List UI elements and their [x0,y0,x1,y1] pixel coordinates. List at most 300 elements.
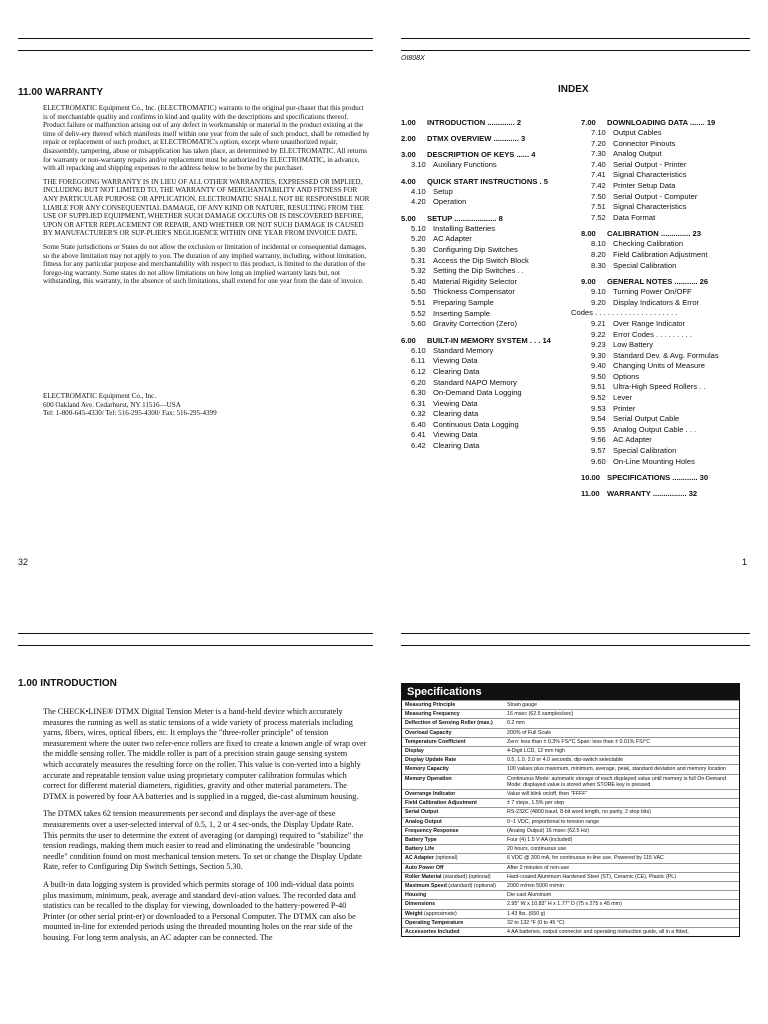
index-subsection [581,160,751,171]
index-subsection-title: Signal Characteristics [613,170,687,180]
spec-label-qualifier: (optional) [435,855,458,862]
index-subsection-title: Connector Pinouts [613,138,676,148]
spec-row [402,808,739,817]
index-subsection-title: Thickness Compensator [433,287,515,297]
index-left-section [401,118,573,128]
index-subsection-number: 6.31 [411,398,426,408]
index-subsection-number: 9.54 [591,414,606,424]
spec-label [402,900,504,909]
page-number-right: 1 [742,557,748,567]
index-subsection-title: Over Range Indicator [613,318,686,328]
spec-label [402,808,504,817]
index-subsection [401,356,573,367]
spec-row [402,747,739,756]
warranty-heading: 11.00 WARRANTY [18,87,104,98]
index-subsection-number: 6.12 [411,366,426,376]
spec-label-text: Operating Temperature [405,919,464,926]
top-right-rule-1 [401,38,750,39]
index-subsection-number: 4.10 [411,186,426,196]
index-section-heading [581,489,751,499]
bottom-left-rule-1 [18,633,373,634]
spec-row [402,765,739,774]
spec-label [402,799,504,808]
index-subsection-number: 8.10 [591,239,606,249]
index-subsection-number: 7.30 [591,149,606,159]
spec-label-text: Roller Material [405,873,442,880]
index-subsection-title: Options [613,371,640,381]
specifications-table [401,683,740,937]
index-subsection-number: 8.30 [591,260,606,270]
index-subsection-number: 9.10 [591,287,606,297]
index-subsection-title: Turning Power On/OFF [613,287,692,297]
index-subsection-number: 7.41 [591,170,606,180]
index-subsection [401,388,573,399]
index-section-heading [401,118,573,128]
spec-label-text: Auto Power Off [405,864,444,871]
address-line-1: ELECTROMATIC Equipment Co., Inc. [43,392,157,400]
index-subsection-number: 7.40 [591,159,606,169]
spec-label [402,719,504,728]
index-subsection [401,256,573,267]
index-subsection-number: 9.22 [591,329,606,339]
bottom-right-rule-2 [401,645,750,646]
index-subsection-number: 9.20 [591,297,606,307]
spec-value: 0~1 VDC, proportional to tension range [504,817,739,826]
spec-label [402,928,504,937]
spec-value: 0.2 mm [504,719,739,728]
spec-label-text: Measuring Principle [405,702,456,708]
spec-label [402,891,504,900]
index-subsection [401,245,573,256]
index-section-title: DTMX OVERVIEW ............ 3 [427,134,526,143]
spec-row [402,799,739,808]
index-subsection-number: 5.50 [411,287,426,297]
top-right-rule-2 [401,50,750,51]
index-subsection-title: Ultra-High Speed Rollers . . [613,382,706,392]
index-section-heading [401,336,573,346]
index-subsection-number: 7.10 [591,128,606,137]
spec-label-text: Display Update Rate [405,757,457,764]
spec-label [402,747,504,756]
page-number-left: 32 [18,557,29,567]
index-subsection-title: Analog Output [613,149,662,159]
index-section-heading [581,229,751,239]
spec-row [402,891,739,900]
index-subsection-number: 7.52 [591,212,606,222]
index-subsection-title: Inserting Sample [433,308,490,318]
index-section-heading [401,214,573,224]
index-section-heading [581,473,751,483]
spec-label-text: AC Adapter [405,855,434,862]
index-subsection-number: 5.20 [411,234,426,244]
index-section-heading [581,118,751,128]
index-subsection-number: 9.55 [591,424,606,434]
index-subsection [581,250,751,261]
index-subsection-title: Clearing Data [433,366,480,376]
spec-value: After 2 minutes of non-use [504,863,739,872]
intro-paragraph-1: The CHECK•LINE® DTMX Digital Tension Meter is a hand-held device which accurately measures the running as well as static tensions of a wide variety of process materials including yarns, fibers, wires, optical fibers, etc. It employs the "three-roller principle" of tension measurement where the outer two refer-ence rollers are fixed to create a known angle of wrap over the middle sensing roller. The middle roller is part of a precision strain gauge sensing system which accurately measures the resulting force on the roller. This value is con-verted into a highly accurate and repeatable tension value using proprietary computer calibration formulas which correct for different material diameters, rigidities, gravity and other material parameters. The DTMX is powered by four AA batteries and is supplied in a rugged, die-cast aluminum housing. [43,707,367,801]
index-subsection-number: 7.50 [591,191,606,201]
intro-paragraph-3: A built-in data logging system is provided which permits storage of 100 indi-vidual data points plus maximum, minimum, peak, average and standard devi-ation values. The recorded data and statistics can be recalled to the display for viewing, downloaded to the battery-powered P-40 Printer (or other serial print-er) or downloaded to a Personal Computer. The DTMX can also be mounted in-line for extended periods using the threaded mounting holes on the rear side of the housing. For long term analysis, an AC adapter can be connected. The [43,879,356,942]
index-subsection [581,213,751,224]
index-left-section [401,134,573,144]
index-subsection-number: 9.30 [591,350,606,360]
spec-label-text: Overrange Indicator [405,791,456,798]
index-subsection [401,197,573,208]
warranty-body [43,104,370,291]
spec-label [402,817,504,826]
index-section-title: INTRODUCTION ............. 2 [427,118,522,127]
index-subsection-number: 5.32 [411,266,426,276]
spec-value: 6 VDC @ 300 mA, for continuous in-line use. Powered by 115 VAC [504,854,739,863]
spec-label [402,863,504,872]
index-subsection [581,446,751,457]
index-subsection-number: 9.50 [591,371,606,381]
spec-row [402,872,739,881]
index-subsection-number: 9.52 [591,393,606,403]
index-section-heading [401,150,573,160]
index-subsection-title: Installing Batteries [433,223,496,233]
index-section-heading [401,177,573,187]
index-subsection-title: Special Calibration [613,446,677,456]
index-subsection-title: Continuous Data Logging [433,419,519,429]
spec-label-text: Battery Life [405,846,435,853]
spec-label-text: Analog Output [405,818,442,825]
spec-row [402,863,739,872]
spec-label [402,854,504,863]
spec-row [402,845,739,854]
spec-value: RS-232C (4800 baud, 8-bit word length, no parity, 2 stop bits) [504,808,739,817]
index-section-number: 8.00 [581,229,596,239]
index-subsection-number: 9.51 [591,382,606,392]
index-right-column [571,118,751,499]
index-subsection-number: 9.40 [591,361,606,371]
index-subsection [581,139,751,150]
spec-label [402,728,504,737]
index-section-title: DESCRIPTION OF KEYS ...... 4 [427,150,536,159]
spec-value: 2000 m/min 5000 m/min [504,882,739,891]
index-subsection [581,340,751,351]
spec-row [402,882,739,891]
index-subsection-title: Display Indicators & Error [613,297,700,307]
spec-row [402,817,739,826]
spec-label [402,918,504,927]
index-right-section [581,229,751,271]
company-address [43,392,370,418]
index-title: INDEX [558,84,589,95]
index-subsection [401,266,573,277]
spec-label-qualifier: (standard) (optional) [448,883,496,890]
index-section-number: 2.00 [401,134,416,143]
spec-label-text: Memory Operation [405,775,452,782]
index-subsection [581,149,751,160]
index-subsection [401,287,573,298]
index-subsection [401,420,573,431]
index-subsection-number: 9.56 [591,435,606,445]
index-subsection-number: 7.51 [591,202,606,212]
index-subsection [581,128,751,139]
index-subsection-title: Checking Calibration [613,239,684,249]
index-subsection-title: Standard Dev. & Avg. Formulas [613,350,719,360]
index-section-heading [581,277,751,287]
index-subsection-title: Low Battery [613,340,654,350]
spec-value: Four (4) 1.5 V AA (included) [504,836,739,845]
spec-label-text: Accessories Included [405,929,460,936]
warranty-paragraph-2: THE FOREGOING WARRANTY IS IN LIEU OF ALL OTHER WARRANTIES, EXPRESSED OR IMPLIED, INCLUDING BUT NOT LIMITED TO, THE WARRANTY OF MERCHANTABILITY AND FITNESS FOR ANY PARTICULAR PURPOSE OR APPLICATION. ELECTROMATIC SHALL NOT BE RESPONSIBLE NOR LIABLE FOR ANY CONSEQUENTIAL DAMAGE, OF ANY KIND OR NATURE, RESULTING FROM THE USE OF SUPPLIED EQUIPMENT, WHETHER SUCH DAMAGE OCCURS OR IS DISCOVERED BEFORE, UPON OR AFTER REPLACEMENT OR REPAIR, AND WHETHER OR NOT SUCH DAMAGE IS CAUSED BY MANUFACTURER'S OR SUP-PLIER'S NEGLIGENCE WITHIN ONE YEAR FROM INVOICE DATE. [43,177,370,238]
index-subsection-number: 6.20 [411,377,426,387]
spec-label-text: Housing [405,892,427,899]
index-subsection [581,404,751,415]
warranty-paragraph-3: Some State jurisdictions or States do not allow the exclusion or limitation of incidental or consequential damages, so the above limitation may not apply to you. The duration of any implied warranty, including, without limitation, fitness for any particular purpose and merchantability with respect to this product, is limited to the duration of the forego-ing warranty. Some states do not allow limitations on how long an implied warranty lasts but, not withstanding, this warranty, in the absence of such limitations, shall extend for one year from the date of invoice. [43,242,367,286]
spec-label-text: Display [405,748,424,755]
spec-value: 2.95" W x 10.83" H x 1.77" D (75 x 275 x 45 mm) [504,900,739,909]
index-subsection-title: Serial Output - Computer [613,191,698,201]
spec-label-text: Deflection of Sensing Roller (max.) [405,720,493,727]
index-subsection-number: 6.32 [411,409,426,419]
spec-value: Value will blink on/off, then "FFFF" [504,790,739,799]
index-subsection-number: 9.21 [591,318,606,328]
spec-row [402,790,739,799]
index-subsection-number: 9.60 [591,456,606,466]
index-subsection [581,181,751,192]
index-subsection-number: 7.20 [591,138,606,148]
index-subsection-number: 5.60 [411,319,426,329]
index-section-number: 1.00 [401,118,416,127]
spec-label-text: Weight [405,910,423,917]
spec-row [402,836,739,845]
spec-label-text: Memory Capacity [405,766,449,773]
spec-label-text: Measuring Frequency [405,711,460,718]
index-subsection [581,372,751,383]
spec-row [402,701,739,710]
index-subsection [581,330,751,341]
spec-label-text: Dimensions [405,901,436,908]
spec-label-text: Temperature Coefficient [405,738,466,745]
index-section-number: 5.00 [401,213,416,223]
index-subsection [581,170,751,181]
spec-row [402,774,739,789]
bottom-right-rule-1 [401,633,750,634]
spec-row [402,728,739,737]
index-section-title: SETUP .................... 8 [427,213,503,223]
spec-row [402,928,739,937]
document-code: OI808X [401,55,425,62]
index-subsection-title: Preparing Sample [433,297,494,307]
index-section-title: BUILT-IN MEMORY SYSTEM . . . 14 [427,335,551,345]
index-subsection [401,224,573,235]
warranty-paragraph-1: ELECTROMATIC Equipment Co., Inc. (ELECTROMATIC) warrants to the original pur-chaser that this product is of merchantable quality and confirms in kind and quality with the descriptions and specifications thereof. Product failure or malfunction arising out of any defect in workmanship or material in the product existing at the time of deliv-ery thereof which manifests itself within one year from the sale of such product, shall be remedied by repair or replacement of such product, at ELECTROMATIC's option, except where unauthorized repair, disassembly, tampering, abuse or misapplication has taken place, as determined by ELECTROMATIC. All returns for warranty or non-warranty repairs and/or replacement must be authorized by ELECTROMATIC, in advance, with all repacking and shipping expenses to the address below to be borne by the purchaser. [43,104,370,173]
index-left-section [401,336,573,452]
index-subsection-title: Viewing Data [433,430,478,440]
index-subsection [401,399,573,410]
index-subsection-title: Changing Units of Measure [613,361,706,371]
index-subsection-number: 6.11 [411,356,426,366]
introduction-body [43,707,369,950]
spec-value: 4-Digit LCD, 12 mm high [504,747,739,756]
index-subsection-title: Printer [613,403,636,413]
index-subsection-number: 9.23 [591,340,606,350]
spec-label [402,826,504,835]
spec-row [402,909,739,918]
spec-row [402,826,739,835]
introduction-heading: 1.00 INTRODUCTION [18,678,117,689]
index-subsection-number: 6.10 [411,345,426,355]
index-subsection-title: Signal Characteristics [613,202,687,212]
spec-value: 32 to 132 °F (0 to 45 °C) [504,918,739,927]
spec-label-text: Field Calibration Adjustment [405,800,477,807]
index-subsection-number: 8.20 [591,249,606,259]
spec-label [402,882,504,891]
index-subsection [581,361,751,372]
index-section-number: 3.00 [401,150,416,159]
index-subsection-title: Serial Output Cable [613,414,680,424]
index-subsection-title: Material Rigidity Selector [433,276,517,286]
spec-label [402,790,504,799]
index-subsection [581,414,751,425]
index-subsection-title: Standard NAPO Memory [433,377,517,387]
index-subsection [581,351,751,362]
index-subsection [581,435,751,446]
index-left-section [401,150,573,171]
index-subsection-number: 5.52 [411,308,426,318]
spec-label [402,836,504,845]
spec-value: 4 AA batteries, output connector and operating instruction guide, all in a fitted, [504,928,739,937]
index-section-number: 11.00 [581,489,600,499]
spec-label-text: Frequency Response [405,827,459,834]
index-left-section [401,214,573,330]
index-left-section [401,177,573,208]
bottom-left-rule-2 [18,645,373,646]
index-subsection-number: 6.42 [411,441,426,451]
index-subsection-number: 6.40 [411,419,426,429]
index-subsection-title: Special Calibration [613,260,677,270]
index-subsection-title: On-Demand Data Logging [433,388,522,398]
index-subsection-number: 5.40 [411,276,426,286]
index-subsection-title: Setting the Dip Switches . . [433,266,524,276]
spec-label-qualifier: (standard) (optional) [443,873,491,880]
index-subsection-number: 6.41 [411,430,426,440]
index-subsection-title: Error Codes . . . . . . . . . [613,329,692,339]
index-subsection-title: Setup [433,186,453,196]
index-subsection-number: 5.30 [411,244,426,254]
index-subsection [581,393,751,404]
spec-label [402,872,504,881]
index-subsection [581,287,751,298]
spec-row [402,756,739,765]
spec-value: Strain gauge [504,701,739,710]
spec-row [402,719,739,728]
index-subsection-title: AC Adapter [433,234,472,244]
index-subsection-title: Lever [613,393,632,403]
index-right-section [581,277,751,308]
spec-label [402,765,504,774]
index-section-title: SPECIFICATIONS ............ 30 [607,473,709,483]
index-section-heading [401,134,573,144]
spec-label [402,701,504,710]
index-subsection [401,409,573,420]
index-subsection-number: 5.31 [411,255,426,265]
index-subsection [581,319,751,330]
index-section-number: 9.00 [581,277,596,287]
index-subsection [401,346,573,357]
index-subsection-number: 4.20 [411,197,426,207]
index-section-title: CALIBRATION .............. 23 [607,229,701,239]
index-subsection-title: Output Cables [613,128,662,137]
spec-row [402,918,739,927]
index-subsection [401,319,573,330]
spec-row [402,854,739,863]
index-subsection [401,187,573,198]
index-subsection-title: Data Format [613,212,656,222]
index-subsection [581,239,751,250]
index-subsection [401,367,573,378]
index-subsection-title: Printer Setup Data [613,180,676,190]
index-continuation-line: Codes . . . . . . . . . . . . . . . . . . . . [571,308,678,318]
index-subsection-number: 5.10 [411,223,426,233]
spec-label [402,774,504,789]
spec-label-text: Maximum Speed [405,883,447,890]
index-section-title: DOWNLOADING DATA ....... 19 [607,118,716,127]
index-subsection-title: Auxiliary Functions [433,160,497,169]
index-subsection [401,160,573,171]
index-subsection [581,202,751,213]
index-subsection [401,378,573,389]
index-subsection-title: Clearing data [433,409,479,419]
address-line-2: 600 Oakland Ave. Cedarhurst, NY 11516—USA [43,400,181,409]
index-subsection-title: Analog Output Cable . . . [613,424,697,434]
spec-value: Continuous Mode: automatic storage of each displayed value until memory is full On-Demand Mode: displayed value is stored when STORE key is pressed [504,774,739,789]
index-section-number: 6.00 [401,335,416,345]
specifications-rows [402,700,739,936]
intro-paragraph-2: The DTMX takes 62 tension measurements per second and displays the aver-age of these measurements over a user-selected interval of 0.5, 1, 2 or 4 sec-onds, the Display Update Rate. This permits the user to determine the extent of averaging (or damping) required to "stabilize" the tension readings, making them much easier to read and eliminating the undesirable "bouncing needle" condition found on most mechanical tension meters. To set or change the Display Update Rate, refer to Configuring Dip Switch Settings, Section 5.30. [43,809,364,872]
spec-row [402,737,739,746]
index-subsection-title: Gravity Correction (Zero) [433,319,517,329]
index-subsection [401,441,573,452]
index-subsection-title: AC Adapter [613,435,652,445]
index-right-section [581,473,751,483]
spec-value: Die-cast Aluminum [504,891,739,900]
spec-label-text: Overload Capacity [405,729,452,736]
spec-label-text: Battery Type [405,837,437,844]
index-subsection [401,277,573,288]
spec-value: Hard-coated Aluminum Hardened Steel (ST), Ceramic (CE), Plastic (PL) [504,872,739,881]
spec-value: ± 7 steps, 1.5% per step [504,799,739,808]
top-left-rule-1 [18,38,373,39]
spec-row [402,710,739,719]
index-subsection-number: 9.57 [591,446,606,456]
spec-label [402,737,504,746]
spec-label [402,756,504,765]
index-subsection-title: On-Line Mounting Holes [613,456,695,466]
spec-value: 200% of Full Scale [504,728,739,737]
index-subsection-title: Standard Memory [433,345,494,355]
index-subsection [581,298,751,309]
spec-label [402,909,504,918]
index-subsection-title: Configuring Dip Switches [433,244,518,254]
index-subsection-number: 9.53 [591,403,606,413]
index-subsection-title: Field Calibration Adjustment [613,249,708,259]
index-section-number: 10.00 [581,473,601,483]
spec-label [402,845,504,854]
index-subsection-number: 3.10 [411,160,426,169]
index-subsection-title: Operation [433,197,467,207]
spec-value: Zero: less than ± 0.3% FS/°C Span: less than ± 0.01% FS/°C [504,737,739,746]
index-section-title: QUICK START INSTRUCTIONS . 5 [427,176,548,186]
index-subsection [581,425,751,436]
spec-value: 20 hours, continuous use [504,845,739,854]
index-section-number: 4.00 [401,176,416,186]
index-subsection [401,298,573,309]
